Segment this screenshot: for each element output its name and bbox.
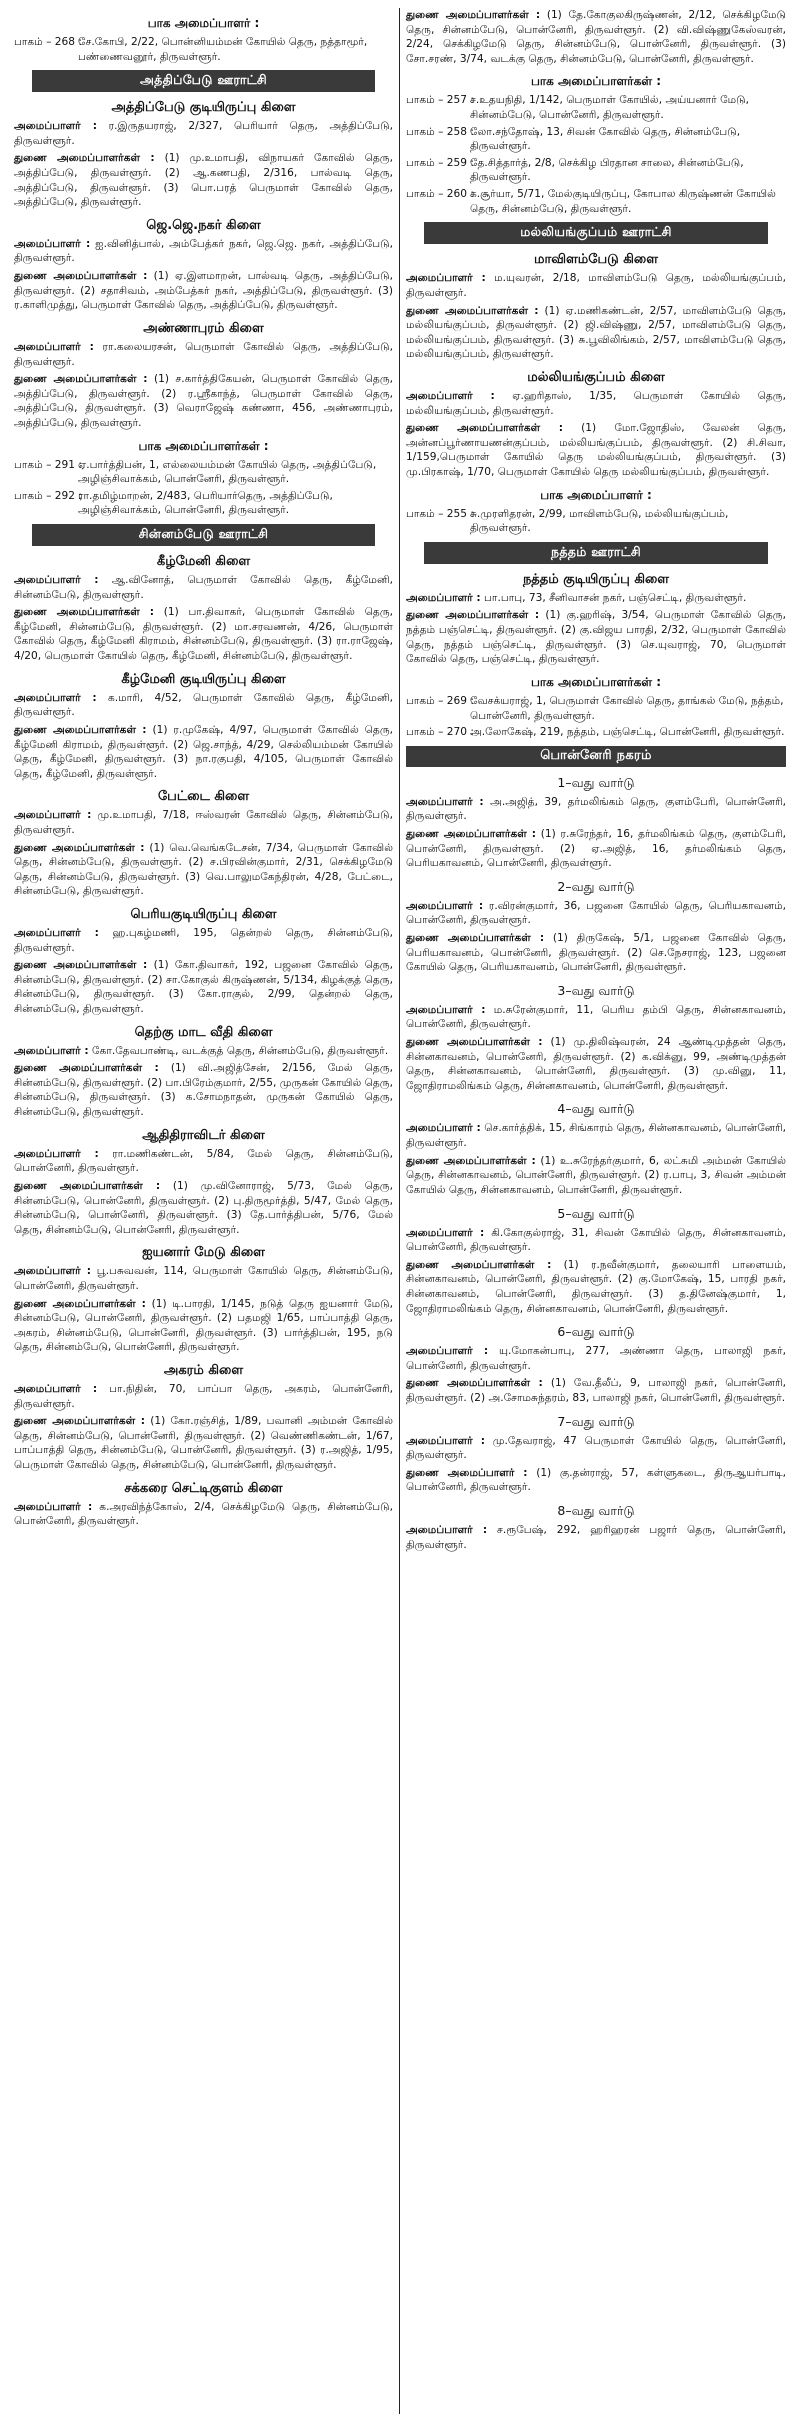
left-column: [8, 8, 400, 2414]
branch-title: ஜெ.ஜெ.நகர் கிளை: [146, 217, 261, 233]
deputy-organizers-label: துணை அமைப்பாளர்கள் :: [14, 723, 147, 736]
deputy-organizers-label: துணை அமைப்பாளர்கள் :: [406, 9, 541, 21]
deputy-organizers: [406, 304, 786, 362]
ward-title: 8–வது வார்டு: [557, 1503, 635, 1519]
deputy-organizers: [14, 841, 393, 899]
section-header: சின்னம்பேடு ஊராட்சி: [32, 524, 375, 546]
organizer-text: க.மாரி, 4/52, பெருமாள் கோவில் தெரு, கீழ்மேனி, திருவள்ளூர்.: [14, 691, 393, 719]
parts-title: பாக அமைப்பாளர் :: [147, 16, 260, 30]
deputy-organizers-text: (1) மு.திலிஷ்வரன், 24 ஆண்டிமுத்தன் தெரு, சின்னகாவனம், பொன்னேரி, திருவள்ளூர். (2) க.விக்னு, 99, அண்டிமுத்தன் தெரு, சின்னகாவனம், பொன்னேரி, திருவள்ளூர். (3) மு.வினு, 11, ஜோதிராமலிங்கம் தெரு, சின்னகாவனம், பொன்னேரி, திருவள்ளூர்.: [406, 1036, 787, 1092]
part-row: [14, 35, 393, 64]
deputy-organizers-label: துணை அமைப்பாளர்கள் :: [406, 1377, 543, 1390]
organizer-text: ஆ.வினோத், பெருமாள் கோவில் தெரு, கீழ்மேனி, சின்னம்பேடு, திருவள்ளூர்.: [14, 574, 393, 601]
branch-title: ஆதிதிராவிடர் கிளை: [142, 1127, 265, 1143]
deputy-organizers-label: துணை அமைப்பாளர்கள் :: [14, 1415, 146, 1428]
deputy-organizers-label: துணை அமைப்பாளர்கள் :: [406, 1036, 543, 1049]
municipality-header: பொன்னேரி நகரம்: [406, 746, 786, 767]
ward-title: 2–வது வார்டு: [557, 878, 635, 894]
organizer-text: பா.பாபு, 73, சீனிவாசன் நகர், பஞ்செட்டி, திருவள்ளூர்.: [484, 591, 747, 604]
organizer-text: ஏ.ஹரிதாஸ், 1/35, பெருமாள் கோயில் தெரு, மல்லியங்குப்பம், திருவள்ளூர்.: [406, 389, 786, 417]
organizer-label: அமைப்பாளர் :: [14, 237, 91, 250]
organizer: [14, 1382, 393, 1411]
deputy-organizers-text: (1) தே.கோகுலகிருஷ்ணன், 2/12, செக்கிழமேடு தெரு, சின்னம்பேடு, பொன்னேரி, திருவள்ளூர். (2) வி.விஷ்ணுகேஸ்வரன், 2/24, செக்கிழமேடு தெரு, சின்னம்பேடு, பொன்னேரி, திருவள்ளூர். (3) சோ.சரண், 3/74, வடக்கு தெரு, சின்னம்பேடு, பொன்னேரி, திருவள்ளூர்.: [406, 9, 786, 65]
organizer-text: க.அரவிந்த்கோஸ், 2/4, செக்கிழமேடு தெரு, சின்னம்பேடு, பொன்னேரி, திருவள்ளூர்.: [14, 1500, 393, 1528]
parts-list: [406, 694, 786, 740]
deputy-organizers: [406, 1154, 786, 1198]
organizer-label: அமைப்பாளர் :: [14, 1500, 93, 1513]
deputy-organizers-text: (1) வே.தீலீப், 9, பாலாஜி நகர், பொன்னேரி, திருவள்ளூர். (2) அ.சோமசுந்தரம், 83, பாலாஜி நகர், பொன்னேரி, திருவள்ளூர்.: [406, 1377, 786, 1404]
columns: [8, 8, 792, 2414]
organizer: [406, 1121, 786, 1150]
parts-list: [14, 35, 393, 64]
branch-title: மல்லியங்குப்பம் கிளை: [527, 369, 665, 385]
ward-title: 4–வது வார்டு: [557, 1101, 635, 1117]
parts-title: பாக அமைப்பாளர்கள் :: [138, 438, 269, 453]
part-number: பாகம் – 258 :: [406, 125, 474, 138]
organizer-label: அமைப்பாளர் :: [406, 1226, 485, 1239]
organizer-label: அமைப்பாளர் :: [14, 691, 97, 704]
part-row: [406, 156, 786, 185]
organizer-text: பா.நிதின், 70, பாப்பா தெரு, அகரம், பொன்னேரி, திருவள்ளூர்.: [14, 1383, 393, 1410]
deputy-organizers: [14, 151, 393, 209]
section-header: மல்லியங்குப்பம் ஊராட்சி: [424, 222, 768, 244]
organizer-label: அமைப்பாளர் :: [14, 1383, 98, 1395]
branch-title: சக்கரை செட்டிகுளம் கிளை: [124, 1480, 283, 1496]
deputy-organizers: [406, 8, 786, 66]
organizer-label: அமைப்பாளர் :: [406, 272, 486, 285]
deputy-organizers-label: துணை அமைப்பாளர்கள் :: [406, 1258, 552, 1271]
deputy-organizers: [14, 1061, 393, 1119]
part-row: [14, 489, 393, 518]
organizer: [406, 1226, 786, 1255]
deputy-organizers: [14, 723, 393, 781]
deputy-organizers-text: (1) கு.ஹரிஷ், 3/54, பெருமாள் கோவில் தெரு, நத்தம் பஞ்செட்டி, திருவள்ளூர். (2) கு.விஜய பாரதி, 2/32, பெருமாள் கோவில் தெரு, நத்தம் பஞ்செட்டி, திருவள்ளூர். (3) செ.யுவராஜ், 70, பெருமாள் கோவில் தெரு, பஞ்செட்டி, திருவள்ளூர்.: [406, 609, 786, 666]
organizer-label: அமைப்பாளர் :: [406, 1524, 488, 1537]
part-text: லோ.சந்தோஷ், 13, சிவன் கோவில் தெரு, சின்னம்பேடு, திருவள்ளூர்.: [470, 125, 741, 153]
ward-title: 1–வது வார்டு: [557, 774, 635, 790]
deputy-organizers: [406, 421, 786, 479]
organizer-text: ர.விரன்குமார், 36, பஜனை கோயில் தெரு, பெரியகாவனம், பொன்னேரி, திருவள்ளூர்.: [406, 899, 786, 927]
part-row: [406, 507, 786, 536]
organizer-text: ஐ.வினித்பால், அம்பேத்கர் நகர், ஜெ.ஜெ. நகர், அத்திப்பேடு, திருவள்ளூர்.: [14, 237, 393, 265]
part-number: பாகம் – 292 :: [14, 489, 82, 502]
deputy-organizers-text: (1) கு.தன்ராஜ், 57, கள்ளுகடை, திருஆயர்பாடி, பொன்னேரி, திருவள்ளூர்.: [406, 1466, 786, 1494]
organizer-text: ரா.மணிகண்டன், 5/84, மேல் தெரு, சின்னம்பேடு, பொன்னேரி, திருவள்ளூர்.: [14, 1147, 393, 1175]
deputy-organizers-label: துணை அமைப்பாளர்கள் :: [14, 959, 148, 972]
deputy-organizers: [14, 605, 393, 663]
organizer: [406, 1434, 786, 1463]
deputy-organizers-label: துணை அமைப்பாளர்கள் :: [14, 1179, 161, 1192]
organizer: [14, 1044, 393, 1059]
organizer: [406, 389, 786, 418]
deputy-organizers-label: துணை அமைப்பாளர்கள் :: [14, 373, 148, 386]
deputy-organizers: [406, 1376, 786, 1405]
organizer-label: அமைப்பாளர் :: [406, 389, 495, 402]
deputy-organizers-label: துணை அமைப்பாளர்கள் :: [14, 841, 145, 854]
part-row: [406, 187, 786, 216]
organizer-text: ரா.கலையரசன், பெருமாள் கோவில் தெரு, அத்திப்பேடு, திருவள்ளூர்.: [14, 340, 393, 368]
deputy-organizers-text: (1) கோ.ரஞ்சித், 1/89, பவானி அம்மன் கோவில் தெரு, சின்னம்பேடு, பொன்னேரி, திருவள்ளூர். (2) வெண்ணிகண்டன், 1/67, பாப்பாத்தி தெரு, சின்னம்பேடு, பொன்னேரி, திருவள்ளூர். (3) ர.அஜித், 1/95, பெருமாள் கோவில் தெரு, சின்னம்பேடு, பொன்னேரி, திருவள்ளூர்.: [14, 1415, 394, 1472]
part-number: பாகம் – 257 :: [406, 94, 474, 107]
organizer: [406, 591, 786, 606]
organizer-label: அமைப்பாளர் :: [14, 1044, 89, 1057]
deputy-organizers: [406, 1035, 786, 1093]
ward-title: 6–வது வார்டு: [557, 1324, 635, 1340]
deputy-organizers-text: (1) மு.வினோராஜ், 5/73, மேல் தெரு, சின்னம்பேடு, பொன்னேரி, திருவள்ளூர். (2) பு.திருமூர்த்தி, 5/47, மேல் தெரு, சின்னம்பேடு, பொன்னேரி, திருவள்ளூர். (3) தே.பார்த்திபன், 5/76, மேல் தெரு, சின்னம்பேடு, பொன்னேரி, திருவள்ளூர்.: [14, 1179, 393, 1236]
part-row: [406, 125, 786, 154]
organizer-text: ம.யுவரன், 2/18, மாவிளம்பேடு தெரு, மல்லியங்குப்பம், திருவள்ளூர்.: [406, 272, 786, 299]
section-header: நத்தம் ஊராட்சி: [424, 542, 768, 564]
part-number: பாகம் – 260 :: [406, 188, 474, 201]
branch-title: நத்தம் குடியிருப்பு கிளை: [522, 571, 670, 587]
organizer: [14, 340, 393, 369]
organizer-text: அ.அஜித், 39, தர்மலிங்கம் தெரு, குளம்பேரி, பொன்னேரி, திருவள்ளூர்.: [406, 795, 786, 823]
part-text: அ.லோகேஷ், 219, நத்தம், பஞ்செட்டி, பொன்னேரி, திருவள்ளூர்.: [470, 726, 785, 739]
organizer-label: அமைப்பாளர் :: [14, 1147, 99, 1160]
part-number: பாகம் – 270 :: [406, 726, 474, 739]
deputy-organizers-text: (1) வெ.வெங்கடேசன், 7/34, பெருமாள் கோவில் தெரு, சின்னம்பேடு, திருவள்ளூர். (2) ச.பிரவின்குமார், 2/31, செக்கிழமேடு தெரு, சின்னம்பேடு, திருவள்ளூர். (3) வெ.பாலுமகேந்திரன், 4/28, பேட்டை, சின்னம்பேடு, திருவள்ளூர்.: [14, 841, 394, 898]
part-text: தே.சித்தார்த், 2/8, செக்கிழ பிரதான சாலை, சின்னம்பேடு, திருவள்ளூர்.: [470, 156, 744, 184]
deputy-organizers: [406, 827, 786, 871]
organizer: [14, 119, 393, 148]
organizer: [14, 691, 393, 720]
deputy-organizers: [14, 1297, 393, 1355]
deputy-organizers-text: (1) கோ.திவாகர், 192, பஜனை கோவில் தெரு, சின்னம்பேடு, திருவள்ளூர். (2) சா.கோகுல் கிருஷ்ணன், 5/134, கிழக்குத் தெரு, சின்னம்பேடு, திருவள்ளூர். (3) கோ.ராகுல், 2/99, தென்றல் தெரு, சின்னம்பேடு, திருவள்ளூர்.: [14, 959, 393, 1016]
organizer: [14, 1147, 393, 1176]
deputy-organizers-label: துணை அமைப்பாளர்கள் :: [406, 827, 537, 840]
organizer-label: அமைப்பாளர் :: [406, 1345, 489, 1358]
organizer: [14, 237, 393, 266]
organizer-label: அமைப்பாளர் :: [406, 1434, 486, 1447]
part-text: ஏ.பார்த்திபன், 1, எல்லையம்மன் கோயில் தெரு, அத்திப்பேடு, அழிஞ்சிவாக்கம், பொன்னேரி, திருவள்ளூர்.: [78, 458, 377, 486]
parts-title: பாக அமைப்பாளர் :: [540, 487, 652, 502]
organizer-label: அமைப்பாளர் :: [406, 1122, 481, 1135]
branch-title: கீழ்மேனி கிளை: [156, 554, 251, 570]
deputy-organizers-text: (1) மு.உமாபதி, விநாயகர் கோவில் தெரு, அத்திப்பேடு, திருவள்ளூர். (2) ஆ.கணபதி, 2/316, பால்வடி தெரு, அத்திப்பேடு, திருவள்ளூர். (3) பொ.பரத் பெருமாள் கோவில் தெரு, அத்திப்பேடு, திருவள்ளூர்.: [14, 152, 393, 209]
branch-title: பேட்டை கிளை: [157, 789, 250, 805]
organizer-text: மு.உமாபதி, 7/18, ஈஸ்வரன் கோவில் தெரு, சின்னம்பேடு, திருவள்ளூர்.: [14, 809, 393, 836]
part-text: ச.உதயநிதி, 1/142, பெருமாள் கோயில், அய்யனார் மேடு, சின்னம்பேடு, பொன்னேரி, திருவள்ளூர்.: [470, 94, 749, 122]
parts-list: [406, 507, 786, 536]
branch-title: அண்ணாபுரம் கிளை: [143, 320, 264, 336]
deputy-organizers-label: துணை அமைப்பாளர்கள் :: [406, 609, 540, 622]
ward-title: 3–வது வார்டு: [557, 982, 635, 998]
deputy-organizers: [14, 269, 393, 313]
organizer-label: அமைப்பாளர் :: [406, 1003, 486, 1016]
organizer-text: ச.ரூபேஷ், 292, ஹரிஹரன் பஜார் தெரு, பொன்னேரி, திருவள்ளூர்.: [406, 1524, 786, 1551]
branch-title: அகரம் கிளை: [163, 1363, 244, 1378]
branch-title: கீழ்மேனி குடியிருப்பு கிளை: [121, 671, 286, 687]
part-text: ரா.தமிழ்மாறன், 2/483, பெரியார்தெரு, அத்திப்பேடு, அழிஞ்சிவாக்கம், பொன்னேரி, திருவள்ளூர்.: [78, 489, 333, 517]
branch-title: தெற்கு மாட வீதி கிளை: [134, 1024, 273, 1040]
organizer: [14, 808, 393, 837]
right-column: [400, 8, 792, 2414]
organizer-text: கி.கோகுல்ராஜ், 31, சிவன் கோயில் தெரு, சின்னகாவனம், பொன்னேரி, திருவள்ளூர்.: [406, 1226, 786, 1254]
deputy-organizers-label: துணை அமைப்பாளர்கள் :: [14, 606, 155, 619]
organizer: [406, 899, 786, 928]
part-text: வேசக்யராஜ், 1, பெருமாள் கோவில் தெரு, தாங்கல் மேடு, நத்தம், பொன்னேரி, திருவள்ளூர்.: [470, 694, 784, 722]
branch-title: ஐயனார் மேடு கிளை: [142, 1245, 265, 1261]
part-row: [406, 93, 786, 122]
organizer-label: அமைப்பாளர் :: [14, 1265, 91, 1278]
deputy-organizers-label: துணை அமைப்பாளர்கள் :: [14, 1062, 159, 1075]
section-header: அத்திப்பேடு ஊராட்சி: [32, 70, 375, 92]
organizer-label: அமைப்பாளர் :: [14, 574, 99, 587]
ward-title: 5–வது வார்டு: [557, 1205, 635, 1221]
deputy-organizers: [406, 1258, 786, 1316]
deputy-organizers-text: (1) டி.பாரதி, 1/145, நடுத் தெரு ஐயனார் மேடு, சின்னம்பேடு, பொன்னேரி, திருவள்ளூர். (2) பதமஜி 1/65, பாப்பாத்தி தெரு, அகரம், சின்னம்பேடு, பொன்னேரி, திருவள்ளூர். (3) பார்த்திபன், 195, நடு தெரு, சின்னம்பேடு, பொன்னேரி, திருவள்ளூர்.: [14, 1297, 394, 1354]
parts-list: [406, 93, 786, 216]
deputy-organizers: [406, 608, 786, 666]
organizer-text: செ.கார்த்திக், 15, சிங்காரம் தெரு, சின்னகாவனம், பொன்னேரி, திருவள்ளூர்.: [406, 1122, 786, 1150]
part-text: சே.கோபி, 2/22, பொன்னியம்மன் கோயில் தெரு, நத்தாமூர், பண்ணைவனூர், திருவள்ளூர்.: [78, 36, 368, 63]
deputy-organizers: [406, 931, 786, 975]
organizer-label: அமைப்பாளர் :: [14, 120, 97, 133]
part-row: [14, 458, 393, 487]
deputy-organizers-text: (1) திருகேஷ், 5/1, பஜனை கோவில் தெரு, பெரியகாவனம், பொன்னேரி, திருவள்ளூர். (2) செ.நேசராஜ், 123, பஜனை கோயில் தெரு, பெரியகாவனம், பொன்னேரி, திருவள்ளூர்.: [406, 931, 787, 974]
organizer-text: கோ.தேவபாண்டி, வடக்குத் தெரு, சின்னம்பேடு, திருவள்ளூர்.: [92, 1044, 389, 1057]
deputy-organizers-label: துணை அமைப்பாளர் :: [406, 1466, 528, 1479]
deputy-organizers: [14, 1179, 393, 1237]
part-text: சு.முரளிதரன், 2/99, மாவிளம்பேடு, மல்லியங்குப்பம், திருவள்ளூர்.: [470, 507, 729, 535]
deputy-organizers-text: (1) பா.திவாகர், பெருமாள் கோவில் தெரு, கீழ்மேனி, சின்னம்பேடு, திருவள்ளூர். (2) மா.சரவணன், 4/26, பெருமாள் கோவில் தெரு, கீழ்மேனி கிராமம், சின்னம்பேடு, திருவள்ளூர். (3) ரா.ராஜேஷ், 4/20, பெருமாள் கோயில் தெரு, கீழ்மேனி, சின்னம்பேடு, திருவள்ளூர்.: [14, 606, 393, 663]
deputy-organizers-text: (1) மோ.ஜோதிஸ், வேலன் தெரு, அன்னப்பூர்ணாயணன்குப்பம், மல்லியங்குப்பம், திருவள்ளூர். (2) சி.சிவா, 1/159,பெருமாள் கோயில் தெரு மல்லியங்குப்பம், திருவள்ளூர். (3) மு.பிரகாஷ், 1/70, பெருமாள் கோயில் தெரு மல்லியங்குப்பம், திருவள்ளூர்.: [406, 422, 787, 479]
part-number: பாகம் – 259 :: [406, 156, 474, 169]
organizer: [406, 795, 786, 824]
organizer-label: அமைப்பாளர் :: [14, 926, 99, 939]
deputy-organizers-text: (1) உ.சுரேந்தர்குமார், 6, லட்சுமி அம்மன் கோயில் தெரு, சின்னகாவனம், பொன்னேரி, திருவள்ளூர். (2) ர.பாபு, 3, சிவன் அம்மன் கோயில் தெரு, சின்னகாவனம், பொன்னேரி, திருவள்ளூர்.: [406, 1154, 787, 1196]
deputy-organizers: [406, 1466, 786, 1495]
organizer-text: ர.இருதயராஜ், 2/327, பெரியார் தெரு, அத்திப்பேடு, திருவள்ளூர்.: [14, 120, 393, 147]
part-number: பாகம் – 269 :: [406, 694, 474, 707]
organizer: [406, 1344, 786, 1373]
parts-title: பாக அமைப்பாளர்கள் :: [530, 674, 662, 689]
deputy-organizers-label: துணை அமைப்பாளர்கள் :: [14, 270, 148, 283]
organizer-text: மு.தேவராஜ், 47 பெருமாள் கோயில் தெரு, பொன்னேரி, திருவள்ளூர்.: [406, 1434, 786, 1462]
part-number: பாகம் – 268 :: [14, 36, 82, 48]
organizer: [406, 1523, 786, 1552]
organizer: [14, 573, 393, 602]
deputy-organizers: [14, 958, 393, 1016]
branch-title: மாவிளம்பேடு கிளை: [534, 252, 658, 268]
branch-title: பெரியகுடியிருப்பு கிளை: [130, 906, 277, 922]
organizer-text: யு.மோகன்பாபு, 277, அண்ணா தெரு, பாலாஜி நகர், பொன்னேரி, திருவள்ளூர்.: [406, 1345, 786, 1372]
organizer-text: ஹ.புகழ்மணி, 195, தென்றல் தெரு, சின்னம்பேடு, திருவள்ளூர்.: [14, 926, 393, 954]
deputy-organizers-label: துணை அமைப்பாளர்கள் :: [406, 304, 539, 317]
deputy-organizers-text: (1) ஏ.இளமாறன், பால்வடி தெரு, அத்திப்பேடு, திருவள்ளூர். (2) சதாசிவம், அம்பேத்கர் நகர், அத்திப்பேடு, திருவள்ளூர். (3) ர.காளிமுத்து, பெருமாள் கோவில் தெரு, அத்திப்பேடு, திருவள்ளூர்.: [14, 270, 393, 312]
organizer: [14, 926, 393, 955]
organizer-text: ம.சுரேன்குமார், 11, பெரிய தம்பி தெரு, சின்னகாவனம், பொன்னேரி, திருவள்ளூர்.: [406, 1003, 786, 1031]
branch-title: அத்திப்பேடு குடியிருப்பு கிளை: [111, 100, 296, 116]
deputy-organizers-text: (1) வி.அஜித்சேன், 2/156, மேல் தெரு, சின்னம்பேடு, திருவள்ளூர். (2) பா.பிரேம்குமார், 2/55, முருகன் கோயில் தெரு, சின்னம்பேடு, திருவள்ளூர். (3) க.சோமநாதன், முருகன் கோயில் தெரு, சின்னம்பேடு, திருவள்ளூர்.: [14, 1062, 394, 1119]
organizer: [406, 271, 786, 300]
deputy-organizers-text: (1) ர.முகேஷ், 4/97, பெருமாள் கோவில் தெரு, கீழ்மேனி கிராமம், திருவள்ளூர். (2) ஜெ.சாந்த், 4/29, செல்லியம்மன் கோயில் தெரு, கீழ்மேனி, திருவள்ளூர். (3) நா.ரகுபதி, 4/105, பெருமாள் கோவில் தெரு, கீழ்மேனி, திருவள்ளூர்.: [14, 723, 394, 780]
organizer-label: அமைப்பாளர் :: [406, 899, 484, 912]
parts-list: [14, 458, 393, 518]
ward-title: 7–வது வார்டு: [557, 1413, 635, 1429]
organizer-label: அமைப்பாளர் :: [406, 591, 481, 604]
deputy-organizers: [14, 1414, 393, 1472]
deputy-organizers-label: துணை அமைப்பாளர்கள் :: [14, 152, 155, 165]
deputy-organizers-label: துணை அமைப்பாளர்கள் :: [14, 1297, 146, 1310]
part-number: பாகம் – 291 :: [14, 458, 82, 471]
deputy-organizers-text: (1) ர.நவீன்குமார், தலையாரி பாளையம், சின்னகாவனம், பொன்னேரி, திருவள்ளூர். (2) கு.மோகேஷ், 15, பாரதி நகர், சின்னகாவனம், பொன்னேரி, திருவள்ளூர். (3) த.தினேஷ்குமார், 1, ஜோதிராமலிங்கம் தெரு, சின்னகாவனம், பொன்னேரி, திருவள்ளூர்.: [406, 1258, 786, 1315]
organizer: [406, 1003, 786, 1032]
deputy-organizers-label: துணை அமைப்பாளர்கள் :: [406, 931, 545, 944]
part-row: [406, 725, 786, 740]
part-text: க.சூர்யா, 5/71, மேல்குடியிருப்பு, கோபால கிருஷ்ணன் கோயில் தெரு, சின்னம்பேடு, திருவள்ளூர்.: [470, 188, 776, 215]
deputy-organizers-text: (1) ச.கார்த்திகேயன், பெருமாள் கோவில் தெரு, அத்திப்பேடு, திருவள்ளூர். (2) ர.ஸ்ரீகாந்த், பெருமாள் கோவில் தெரு, அத்திப்பேடு, திருவள்ளூர். (3) வெராஜேஷ் கண்ணா, 456, அண்ணாபுரம், அத்திப்பேடு, திருவள்ளூர்.: [14, 373, 394, 429]
organizer: [14, 1500, 393, 1529]
organizer-label: அமைப்பாளர் :: [406, 795, 484, 808]
parts-title: பாக அமைப்பாளர்கள் :: [530, 74, 662, 89]
organizer-label: அமைப்பாளர் :: [14, 809, 92, 822]
organizer-label: அமைப்பாளர் :: [14, 340, 94, 353]
deputy-organizers: [14, 372, 393, 430]
part-number: பாகம் – 255 :: [406, 507, 474, 520]
deputy-organizers-text: (1) ஏ.மணிகண்டன், 2/57, மாவிளம்பேடு தெரு, மல்லியங்குப்பம், திருவள்ளூர். (2) ஜி.விஷ்ணு, 2/57, மாவிளம்பேடு தெரு, மல்லியங்குப்பம், திருவள்ளூர். (3) சு.பூவிலிங்கம், 2/57, மாவிளம்பேடு தெரு, மல்லியங்குப்பம், திருவள்ளூர்.: [406, 304, 787, 361]
deputy-organizers-label: துணை அமைப்பாளர்கள் :: [406, 422, 563, 435]
part-row: [406, 694, 786, 723]
organizer: [14, 1264, 393, 1293]
deputy-organizers-text: (1) ர.சுரேந்தர், 16, தர்மலிங்கம் தெரு, குளம்பேரி, பொன்னேரி, திருவள்ளூர். (2) ஏ.அஜித், 16, தர்மலிங்கம் தெரு, பெரியகாவனம், பொன்னேரி, திருவள்ளூர்.: [406, 827, 787, 870]
organizer-text: பூ.பசுவவன், 114, பெருமாள் கோயில் தெரு, சின்னம்பேடு, பொன்னேரி, திருவள்ளூர்.: [14, 1265, 393, 1292]
deputy-organizers-label: துணை அமைப்பாளர்கள் :: [406, 1154, 536, 1167]
